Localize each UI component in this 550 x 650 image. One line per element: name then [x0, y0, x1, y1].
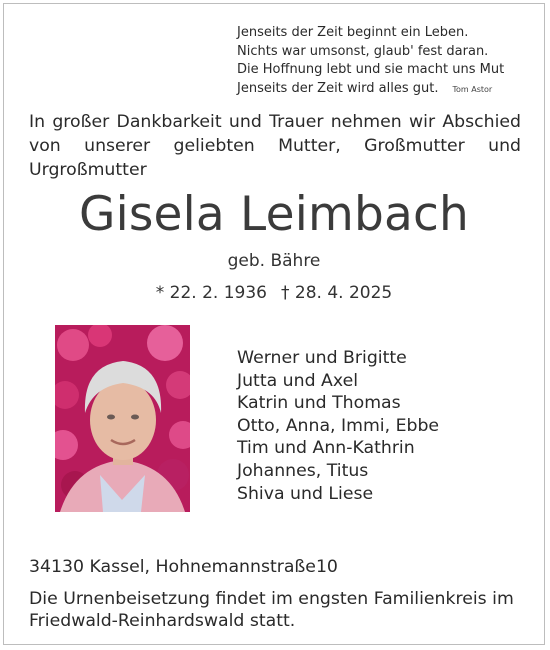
poem-author: Tom Astor [452, 84, 493, 94]
family-member: Katrin und Thomas [237, 393, 401, 414]
portrait-photo [55, 325, 190, 512]
family-member: Otto, Anna, Immi, Ebbe [237, 415, 440, 436]
family-member: Jutta und Axel [237, 370, 359, 391]
family-member: Werner und Brigitte [237, 348, 407, 368]
poem-line: Jenseits der Zeit beginnt ein Leben. [237, 25, 469, 40]
portrait-image [55, 325, 190, 512]
burial-notice: Die Urnenbeisetzung findet im engsten Familienkreis im Friedwald-Reinhardswald statt. [29, 589, 514, 631]
family-member: Tim und Ann-Kathrin [237, 438, 415, 459]
poem-line-last [237, 80, 504, 100]
family-list [237, 347, 439, 505]
life-dates [4, 283, 544, 303]
deceased-name: Gisela Leimbach [78, 187, 470, 242]
death-date: † 28. 4. 2025 [281, 283, 393, 303]
obituary-frame [3, 3, 545, 645]
maiden-name: geb. Bähre [227, 251, 321, 271]
family-member: Johannes, Titus [237, 460, 369, 481]
family-member: Shiva und Liese [237, 483, 374, 504]
poem-line: Die Hoffnung lebt und sie macht uns Mut [237, 62, 505, 77]
birth-date: * 22. 2. 1936 [155, 283, 267, 303]
poem-line-text: Jenseits der Zeit wird alles gut. [237, 80, 439, 96]
poem-line: Nichts war umsonst, glaub' fest daran. [237, 43, 489, 59]
intro-text: In großer Dankbarkeit und Trauer nehmen wir Abschied von unserer geliebten Mutter, Großmutter und Urgroßmutter [29, 112, 521, 180]
address: 34130 Kassel, Hohnemannstraße10 [29, 557, 338, 577]
poem [237, 24, 504, 99]
